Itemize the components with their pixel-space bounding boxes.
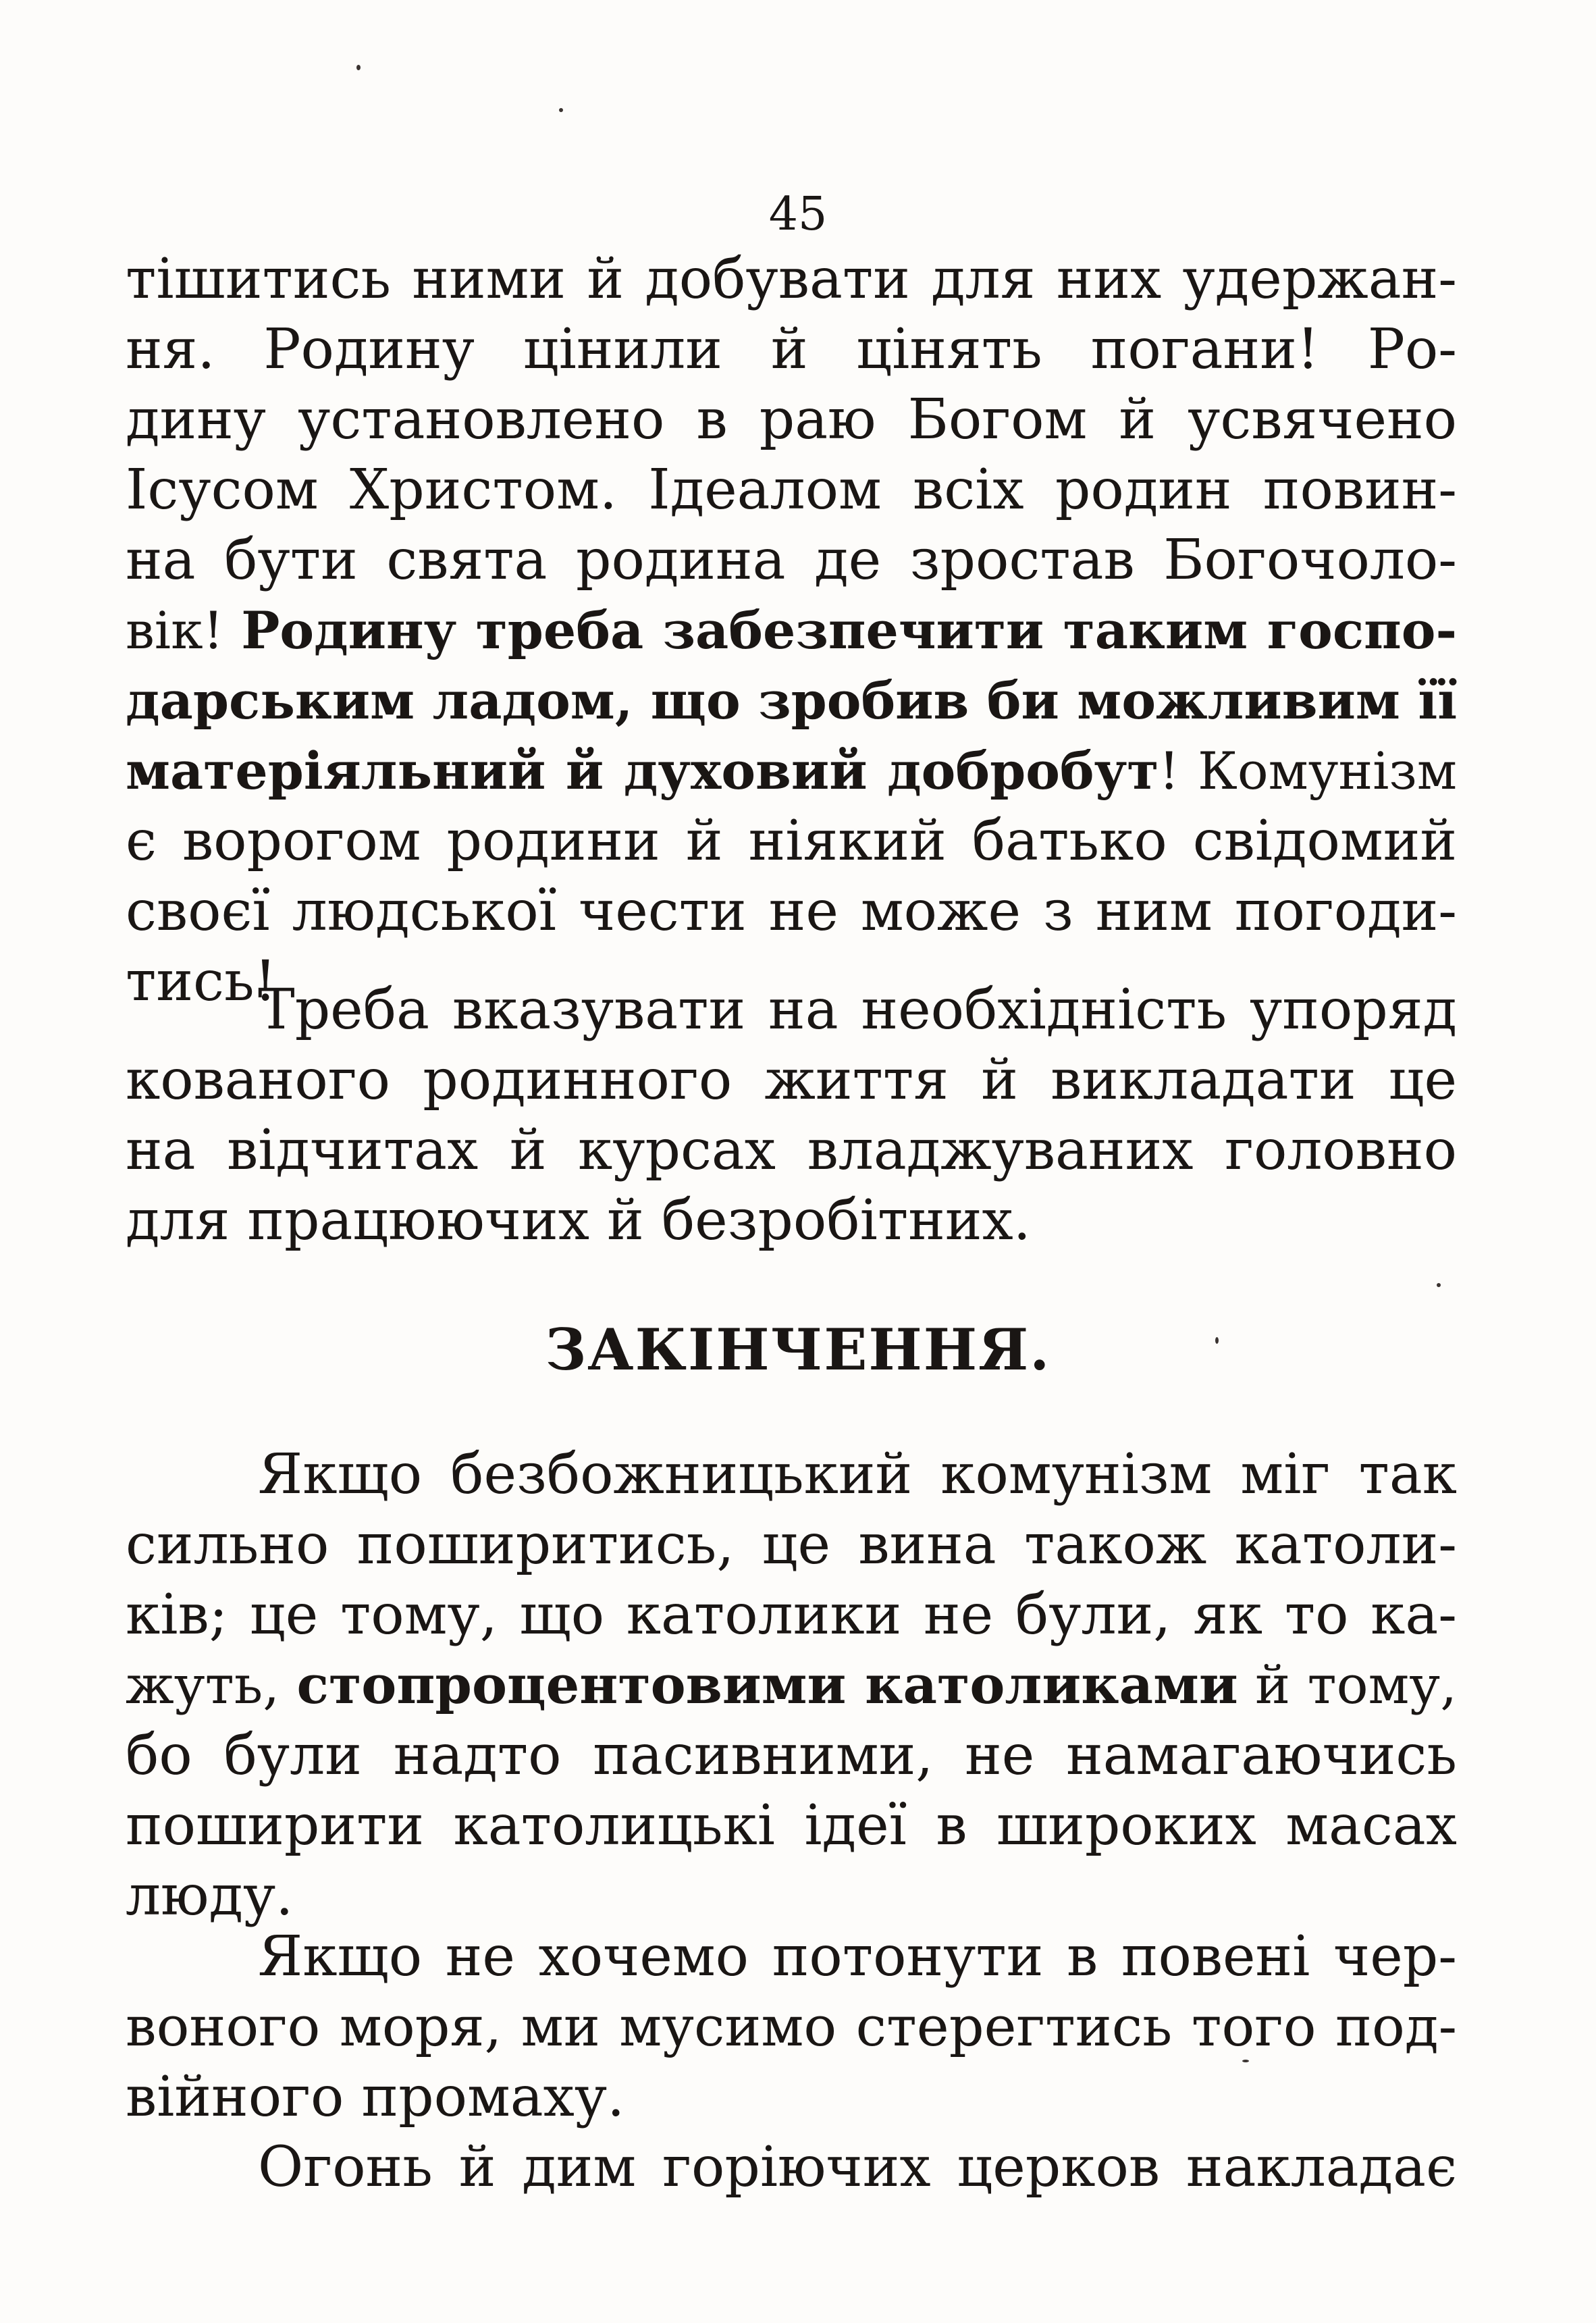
- text-line: [126, 1440, 1457, 1510]
- ink-speck: [559, 108, 563, 112]
- text-line: [126, 2133, 1457, 2203]
- paragraph-family: [126, 244, 1457, 1017]
- text-run: й тому,: [1238, 1655, 1457, 1716]
- text-run: на бути свята родина де зростав Богочоло-: [126, 528, 1457, 592]
- text-line: [126, 596, 1457, 666]
- text-line: [126, 1510, 1457, 1580]
- bold-text-run: Родину треба забезпечити таким госпо-: [241, 600, 1457, 660]
- text-line: [126, 1186, 1457, 1256]
- section-heading: ЗАКІНЧЕННЯ.: [545, 1316, 1051, 1383]
- paragraph-conclusion: [126, 1440, 1457, 1931]
- text-line: [126, 736, 1457, 806]
- text-run: на відчитах й курсах владжуваних головно: [126, 1118, 1457, 1182]
- text-run: тішитись ними й добувати для них удержан-: [126, 247, 1457, 311]
- text-run: кованого родинного життя й викладати це: [126, 1048, 1457, 1112]
- text-run: ! Комунізм: [1159, 741, 1457, 801]
- bold-text-run: дарським ладом, що зробив би можливим її: [126, 671, 1458, 731]
- text-line: [126, 1861, 1457, 1931]
- paragraph-family-life: [126, 975, 1457, 1256]
- text-run: Якщо безбожницький комунізм міг так: [258, 1442, 1457, 1507]
- bold-text-run: матеріяльний й духовий добробут: [126, 741, 1159, 801]
- text-line: [126, 2062, 1457, 2133]
- text-run: Огонь й дим горіючих церков накладає: [258, 2135, 1457, 2199]
- text-line: [126, 1721, 1457, 1791]
- text-line: [126, 806, 1457, 877]
- text-run: для працюючих й безробітних.: [126, 1189, 1031, 1253]
- text-run: сильно поширитись, це вина також католи-: [126, 1513, 1457, 1577]
- text-line: [126, 666, 1457, 736]
- ink-speck: [356, 65, 361, 70]
- text-run: тись!: [126, 949, 277, 1014]
- text-line: [126, 525, 1457, 596]
- text-run: ків; це тому, що католики не були, як то ка-: [126, 1583, 1457, 1647]
- text-line: [126, 455, 1457, 525]
- ink-speck: [1437, 1283, 1441, 1287]
- text-run: бо були надто пасивними, не намагаючись: [126, 1723, 1457, 1787]
- text-line: [126, 1116, 1457, 1186]
- page-number: 45: [768, 188, 828, 241]
- text-run: Ісусом Христом. Ідеалом всіх родин повин-: [126, 458, 1457, 522]
- text-line: [126, 1992, 1457, 2062]
- text-line: [126, 1922, 1457, 1992]
- paragraph-red-sea: [126, 1922, 1457, 2203]
- bold-text-run: стопроцентовими католиками: [296, 1654, 1238, 1716]
- text-line: [126, 315, 1457, 385]
- text-run: поширити католицькі ідеї в широких масах: [126, 1794, 1457, 1858]
- text-line: [126, 244, 1457, 315]
- text-run: вік!: [126, 600, 242, 660]
- text-line: [126, 1045, 1457, 1116]
- text-line: [126, 1791, 1457, 1861]
- text-line: [126, 1650, 1457, 1721]
- text-run: жуть,: [126, 1655, 297, 1716]
- text-run: війного промаху.: [126, 2065, 625, 2129]
- text-run: воного моря, ми мусимо стерегтись того под-: [126, 1995, 1457, 2059]
- text-run: Якщо не хочемо потонути в повені чер-: [258, 1925, 1457, 1989]
- text-run: є ворогом родини й ніякий батько свідомий: [126, 809, 1457, 873]
- text-run: ня. Родину цінили й цінять погани! Ро-: [126, 317, 1457, 382]
- text-line: [126, 1580, 1457, 1650]
- text-run: дину установлено в раю Богом й усвячено: [126, 388, 1457, 452]
- text-run: люду.: [126, 1864, 294, 1928]
- text-run: своєї людської чести не може з ним погоди-: [126, 879, 1457, 943]
- text-line: [126, 385, 1457, 455]
- text-line: [126, 975, 1457, 1045]
- text-run: Треба вказувати на необхідність упоряд: [258, 978, 1457, 1042]
- text-line: [126, 877, 1457, 947]
